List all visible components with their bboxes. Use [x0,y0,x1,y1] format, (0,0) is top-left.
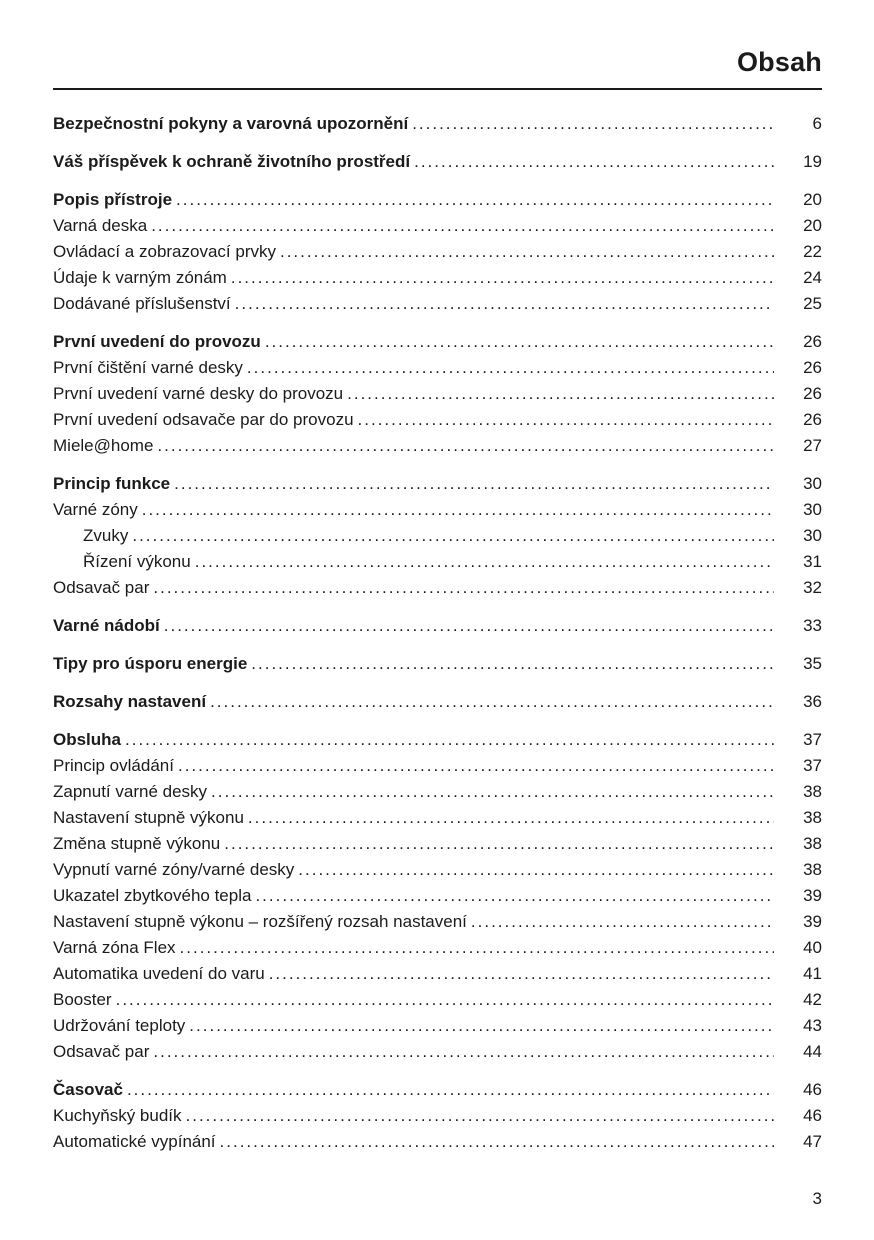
toc-dot-leader [414,149,774,175]
toc-entry [53,355,822,381]
toc-entry-page: 26 [803,332,822,351]
toc-dot-leader [125,727,774,753]
toc-entry-page: 19 [803,152,822,171]
toc-entry [53,909,822,935]
toc-entry-label: Zvuky [83,526,129,545]
toc-group [53,1077,822,1155]
toc-entry-page: 33 [803,616,822,635]
toc-entry [53,381,822,407]
toc-group [53,471,822,601]
toc-group [53,727,822,1065]
toc-dot-leader [255,883,774,909]
toc-entry-page: 6 [812,114,822,133]
toc-dot-leader [180,935,774,961]
toc-dot-leader [248,805,774,831]
toc-entry-label: Dodávané příslušenství [53,294,231,313]
toc-entry [53,433,822,459]
toc-entry-label: Časovač [53,1080,123,1099]
toc-entry [53,1077,822,1103]
toc-entry-label: Popis přístroje [53,190,173,209]
toc-entry-page: 31 [803,552,822,571]
toc-entry [53,1103,822,1129]
toc-entry [53,613,822,639]
toc-entry-page: 32 [803,578,822,597]
toc-entry-page: 38 [803,834,822,853]
toc-entry-page: 39 [803,886,822,905]
toc-entry-label: Princip funkce [53,474,171,493]
toc-entry [53,291,822,317]
toc-dot-leader [153,1039,774,1065]
toc-entry-label: Automatické vypínání [53,1132,216,1151]
toc-entry-label: Miele@home [53,436,154,455]
toc-entry-page: 40 [803,938,822,957]
toc-entry-label: První čištění varné desky [53,358,243,377]
toc-entry [53,1039,822,1065]
toc-entry [53,987,822,1013]
toc-entry-page: 26 [803,384,822,403]
toc-group [53,187,822,317]
toc-entry-label: Princip ovládání [53,756,174,775]
toc-entry [53,831,822,857]
toc-dot-leader [412,111,774,137]
toc-entry-label: Váš příspěvek k ochraně životního prostředí [53,152,411,171]
toc-entry-label: Nastavení stupně výkonu [53,808,244,827]
toc-entry-label: Odsavač par [53,578,150,597]
toc-entry [53,883,822,909]
toc-entry-label: Automatika uvedení do varu [53,964,265,983]
toc-dot-leader [153,575,774,601]
toc-entry [53,407,822,433]
toc-dot-leader [265,329,774,355]
toc-entry-label: Rozsahy nastavení [53,692,207,711]
toc-entry [53,111,822,137]
toc-dot-leader [280,239,774,265]
toc-dot-leader [157,433,774,459]
toc-entry [53,753,822,779]
toc-entry-label: Změna stupně výkonu [53,834,221,853]
toc-entry-label: Ukazatel zbytkového tepla [53,886,252,905]
toc-entry-label: První uvedení do provozu [53,332,261,351]
toc-dot-leader [471,909,774,935]
toc-entry-page: 46 [803,1106,822,1125]
toc-entry-page: 30 [803,526,822,545]
toc-entry-label: Varná zóna Flex [53,938,176,957]
toc-entry [53,1129,822,1155]
toc-entry-label: Bezpečnostní pokyny a varovná upozornění [53,114,409,133]
toc-entry-page: 36 [803,692,822,711]
toc-entry-page: 26 [803,410,822,429]
toc-entry [53,727,822,753]
page-header [53,0,822,90]
toc-dot-leader [235,291,774,317]
toc-entry-page: 38 [803,808,822,827]
toc-entry [53,549,822,575]
toc-entry [53,329,822,355]
toc-entry [53,265,822,291]
toc-dot-leader [195,549,774,575]
toc-entry [53,805,822,831]
toc-entry-label: Zapnutí varné desky [53,782,208,801]
toc-entry-page: 47 [803,1132,822,1151]
page-title: Obsah [736,47,822,77]
toc-entry-page: 38 [803,782,822,801]
page-number: 3 [812,1189,822,1208]
toc-entry-page: 38 [803,860,822,879]
toc-dot-leader [220,1129,774,1155]
toc-entry-label: První uvedení odsavače par do provozu [53,410,354,429]
toc-entry [53,651,822,677]
toc-entry [53,239,822,265]
toc-entry-label: Ovládací a zobrazovací prvky [53,242,276,261]
toc-entry [53,961,822,987]
toc-dot-leader [164,613,774,639]
toc-entry [53,575,822,601]
toc-entry-label: Varné zóny [53,500,138,519]
toc-group [53,329,822,459]
toc-dot-leader [298,857,774,883]
toc-dot-leader [247,355,774,381]
toc-dot-leader [142,497,774,523]
toc-group [53,149,822,175]
toc-dot-leader [210,689,774,715]
toc-entry-page: 24 [803,268,822,287]
toc-group [53,651,822,677]
toc-entry-page: 30 [803,500,822,519]
toc-entry [53,471,822,497]
toc-dot-leader [174,471,774,497]
toc-entry-label: První uvedení varné desky do provozu [53,384,344,403]
toc-group [53,613,822,639]
toc-dot-leader [347,381,774,407]
toc-entry [53,187,822,213]
toc-entry [53,857,822,883]
toc-entry-page: 25 [803,294,822,313]
toc-group [53,111,822,137]
toc-dot-leader [176,187,774,213]
toc-entry-label: Řízení výkonu [83,552,191,571]
toc-entry [53,935,822,961]
toc-group [53,689,822,715]
toc-entry-page: 46 [803,1080,822,1099]
toc-entry-label: Tipy pro úsporu energie [53,654,248,673]
toc-entry-page: 20 [803,216,822,235]
toc-entry-label: Údaje k varným zónám [53,268,227,287]
toc-dot-leader [151,213,774,239]
toc-list [53,111,822,1155]
toc-dot-leader [269,961,774,987]
toc-dot-leader [116,987,774,1013]
toc-dot-leader [251,651,774,677]
toc-entry [53,213,822,239]
toc-entry-label: Udržování teploty [53,1016,186,1035]
toc-dot-leader [224,831,774,857]
toc-entry-page: 44 [803,1042,822,1061]
toc-dot-leader [211,779,774,805]
toc-entry-page: 30 [803,474,822,493]
toc-entry-page: 39 [803,912,822,931]
toc-entry-page: 43 [803,1016,822,1035]
toc-entry [53,523,822,549]
toc-entry [53,689,822,715]
toc-entry-page: 35 [803,654,822,673]
toc-dot-leader [178,753,774,779]
toc-entry-label: Varná deska [53,216,148,235]
toc-entry-label: Vypnutí varné zóny/varné desky [53,860,295,879]
toc-dot-leader [231,265,774,291]
toc-entry-page: 27 [803,436,822,455]
toc-entry-page: 37 [803,730,822,749]
toc-entry-page: 37 [803,756,822,775]
toc-entry-page: 22 [803,242,822,261]
toc-entry [53,149,822,175]
toc-dot-leader [189,1013,774,1039]
toc-entry-label: Booster [53,990,112,1009]
toc-dot-leader [186,1103,774,1129]
toc-entry-label: Obsluha [53,730,122,749]
toc-entry-page: 41 [803,964,822,983]
toc-entry [53,497,822,523]
toc-entry-page: 20 [803,190,822,209]
toc-entry-label: Varné nádobí [53,616,160,635]
toc-entry [53,779,822,805]
toc-entry-label: Nastavení stupně výkonu – rozšířený rozsah nastavení [53,912,467,931]
toc-entry-label: Kuchyňský budík [53,1106,182,1125]
toc-dot-leader [358,407,774,433]
toc-entry [53,1013,822,1039]
toc-entry-label: Odsavač par [53,1042,150,1061]
toc-dot-leader [127,1077,774,1103]
toc-entry-page: 26 [803,358,822,377]
toc-entry-page: 42 [803,990,822,1009]
toc-dot-leader [132,523,774,549]
